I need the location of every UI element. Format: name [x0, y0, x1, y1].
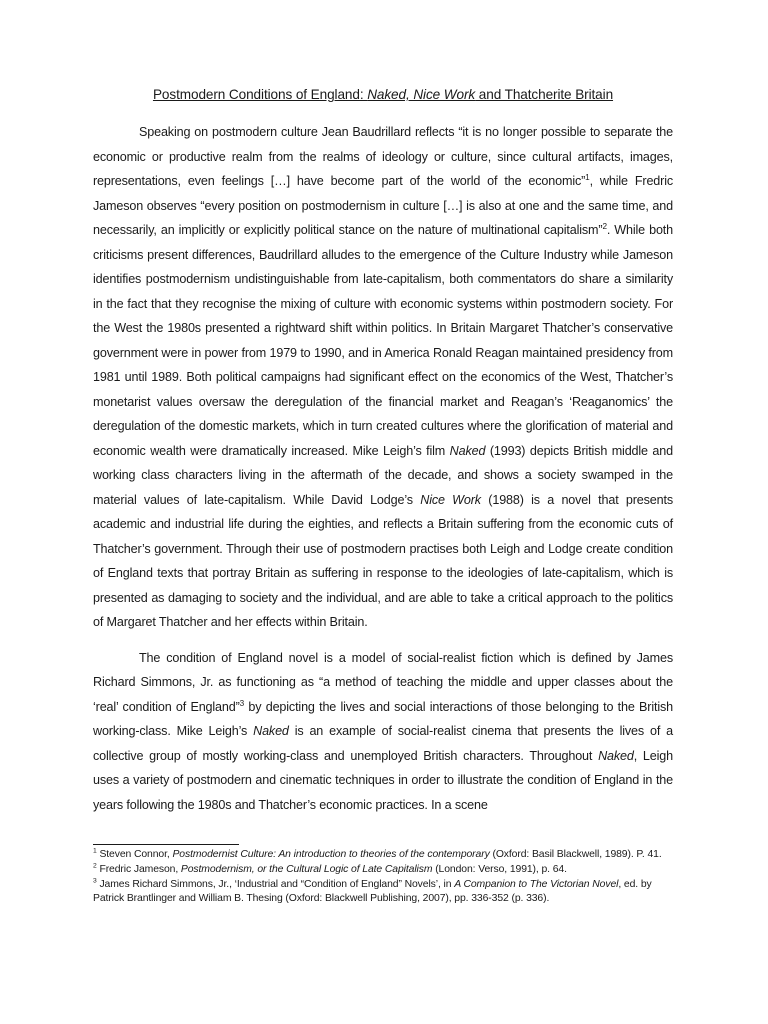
title-text-1: Postmodern Conditions of England:: [152, 87, 368, 102]
italic-title-naked: Naked: [449, 443, 486, 458]
footnote-ref-1[interactable]: 1: [585, 172, 590, 182]
paragraph-2: [93, 646, 673, 818]
footnote-italic: Postmodernist Culture: An introduction to theories of the contemporary: [172, 849, 490, 860]
paragraph-text: is an example of social-realist cinema that presents the lives of a collective group of mostly working-class and unemployed British characters. Throughout: [93, 724, 673, 763]
footnote-number: 3: [93, 877, 97, 885]
paragraph-text: , while Fredric Jameson observes “every position on postmodernism in culture […] is also at one and the same time, and necessarily, an implicitly or explicitly political stance on the nature of multinational capitalism”: [93, 174, 673, 237]
paragraph-text: The condition of England novel is a model of social-realist fiction which is defined by James Richard Simmons, Jr. as functioning as “a method of teaching the middle and upper classes about the ‘real’ condition of England”: [93, 650, 673, 714]
footnote-text: Steven Connor,: [96, 849, 173, 860]
footnote-number: 1: [93, 847, 97, 855]
paragraph-text: Speaking on postmodern culture Jean Baudrillard reflects “it is no longer possible to separate the economic or productive realm from the realms of ideology or culture, since cultural artifacts, images, representations, even feelings […] have become part of the world of the economic”: [93, 125, 673, 188]
paragraph-text: (1988) is a novel that presents academic and industrial life during the eighties, and reflects a Britain suffering from the economic cuts of Thatcher’s government. Through their use of postmodern practises both Leigh and Lodge create condition of England texts that portray Britain as suffering in response to the ideologies of late-capitalism, which is presented as damaging to society and the individual, and are able to take a critical approach to the politics of Margaret Thatcher and her effects within Britain.: [93, 492, 673, 629]
footnote-1: [93, 848, 673, 863]
paragraph-1: [93, 120, 673, 635]
footnote-text: (Oxford: Basil Blackwell, 1989). P. 41.: [489, 849, 662, 860]
footnote-text: James Richard Simmons, Jr., ‘Industrial and “Condition of England” Novels’, in: [96, 878, 455, 890]
italic-title-naked: Naked: [598, 748, 634, 763]
footnote-number: 2: [93, 862, 97, 870]
paragraph-text: (1993) depicts British middle and working class characters living in the aftermath of the decade, and shows a society swamped in the material values of late-capitalism. While David Lodge’s: [93, 443, 673, 507]
footnote-text: , ed. by Patrick Brantlinger and William B. Thesing (Oxford: Blackwell Publishing, 2007), pp. 336-352 (p. 336).: [93, 878, 652, 905]
footnote-italic: A Companion to The Victorian Novel: [454, 878, 619, 890]
italic-title-naked: Naked: [253, 724, 289, 738]
italic-title-nice-work: Nice Work: [420, 492, 481, 507]
paragraph-text: , Leigh uses a variety of postmodern and cinematic techniques in order to illustrate the condition of England in the years following the 1980s and Thatcher’s economic practices. In a scene: [93, 748, 673, 812]
footnote-2: [93, 863, 673, 878]
paragraph-text: by depicting the lives and social interactions of those belonging to the British working-class. Mike Leigh’s: [93, 699, 673, 738]
title-italic: Naked, Nice Work: [367, 87, 476, 102]
footnote-text: Fredric Jameson,: [96, 863, 181, 875]
footnote-ref-2[interactable]: 2: [602, 221, 607, 231]
paragraph-text: . While both criticisms present differences, Baudrillard alludes to the emergence of the Culture Industry while Jameson identifies postmodernism undistinguishable from late-capitalism, both commentators do share a similarity in the fact that they recognise the mixing of culture with economic systems within postmodern society. For the West the 1980s presented a rightward shift within politics. In Britain Margaret Thatcher’s conservative government were in power from 1979 to 1990, and in America Ronald Reagan maintained presidency from 1981 until 1989. Both political campaigns had significant effect on the economics of the West, Thatcher’s monetarist values oversaw the deregulation of the financial market and Reagan’s ‘Reaganomics’ the deregulation of the domestic markets, which in turn created cultures where the glorification of material and economic wealth were dramatically increased. Mike Leigh’s film: [93, 223, 674, 458]
footnote-separator: [93, 844, 239, 845]
footnote-text: (London: Verso, 1991), p. 64.: [432, 863, 567, 875]
title-text-2: and Thatcherite Britain: [475, 87, 614, 102]
footnote-3: [93, 878, 673, 908]
body-text: [93, 120, 673, 828]
footnotes: [93, 848, 673, 907]
footnote-italic: Postmodernism, or the Cultural Logic of Late Capitalism: [180, 863, 433, 875]
document-title: [93, 87, 673, 102]
footnote-ref-3[interactable]: 3: [239, 698, 245, 708]
